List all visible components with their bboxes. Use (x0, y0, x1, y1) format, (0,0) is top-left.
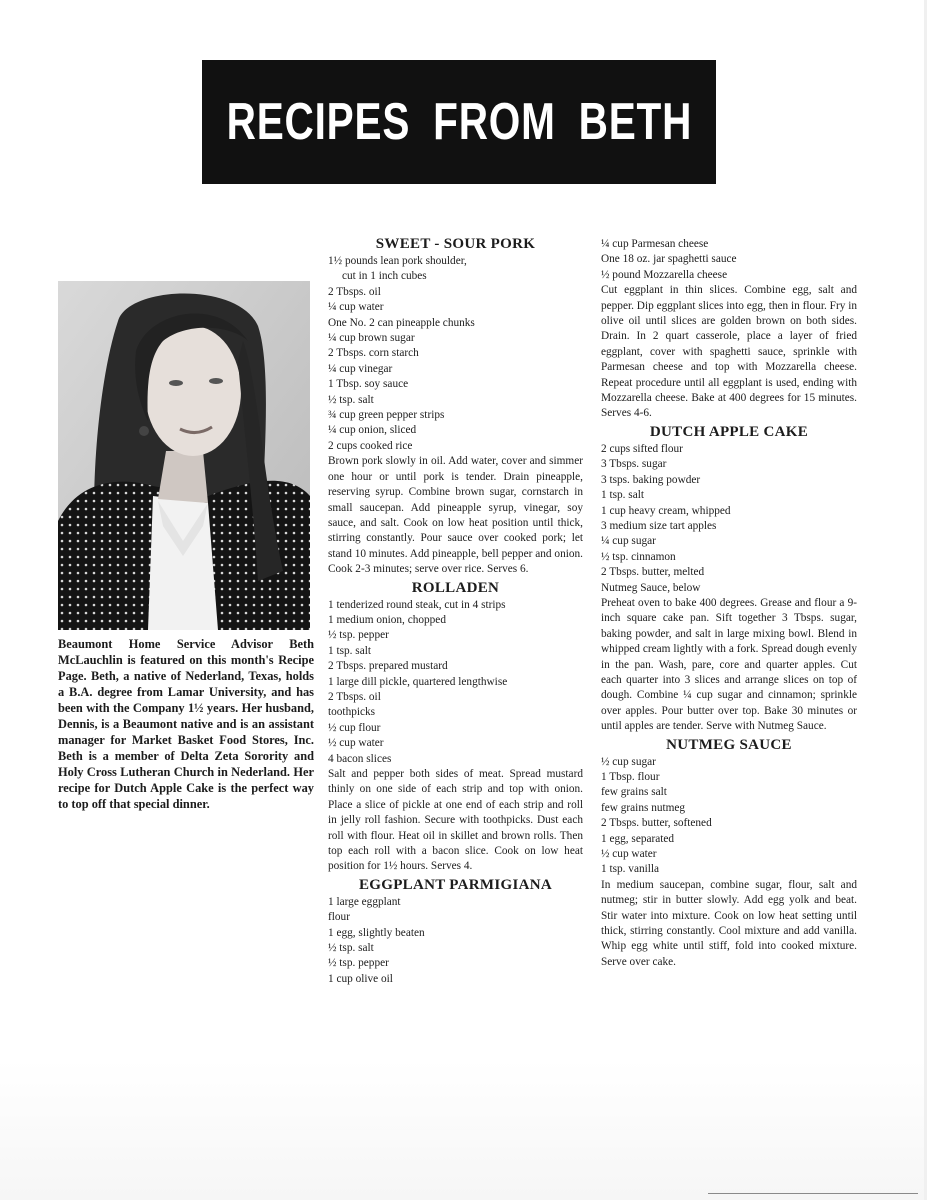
recipe-title-sweet-sour-pork: SWEET - SOUR PORK (375, 236, 536, 252)
ingredient: ½ cup water (601, 848, 657, 861)
ingredient-list-eggplant-part1 (328, 895, 583, 987)
ingredient: 1 tenderized round steak, cut in 4 strips (328, 598, 506, 611)
ingredient: 2 Tbsps. oil (328, 690, 381, 703)
ingredient: One No. 2 can pineapple chunks (328, 316, 475, 329)
directions-nutmeg-sauce: In medium saucepan, combine sugar, flour, salt and nutmeg; stir in butter slowly. Add egg yolk and beat. Stir water into mixture. Cook on low heat setting until thick, stirring constantly. Cool mixture and add vanilla. Whip egg white until stiff, fold into cooked mixture. Serve over cake. (601, 878, 857, 968)
ingredient: ½ tsp. pepper (328, 629, 389, 642)
ingredient: 1 cup olive oil (328, 972, 393, 985)
ingredient: 4 bacon slices (328, 752, 392, 765)
ingredient: 2 Tbsps. butter, softened (601, 817, 712, 830)
ingredient-list-rolladen (328, 598, 583, 767)
ingredient: 1 large eggplant (328, 895, 401, 908)
ingredient: 2 cups sifted flour (601, 442, 683, 455)
recipe-title-nutmeg-sauce: NUTMEG SAUCE (666, 736, 792, 753)
ingredient: 1 Tbsp. soy sauce (328, 378, 409, 391)
ingredient: ½ cup sugar (601, 755, 656, 768)
ingredient: 2 cups cooked rice (328, 439, 413, 452)
ingredient: few grains nutmeg (601, 801, 686, 814)
ingredient: 1 egg, separated (601, 832, 675, 845)
ingredient: 1 tsp. vanilla (601, 863, 660, 876)
ingredient: ½ tsp. cinnamon (601, 550, 676, 563)
ingredient: 1 cup heavy cream, whipped (601, 504, 731, 517)
ingredient: ¾ cup green pepper strips (328, 409, 445, 422)
ingredient: 2 Tbsps. butter, melted (601, 566, 705, 579)
page-title: RECIPES FROM BETH (226, 93, 692, 151)
ingredient: ¼ cup Parmesan cheese (601, 238, 709, 250)
page-bottom-shade (0, 1060, 927, 1200)
ingredient: 2 Tbsps. oil (328, 285, 381, 298)
directions-rolladen: Salt and pepper both sides of meat. Spread mustard thinly on one side of each strip and top with onion. Place a slice of pickle at one end of each strip and roll in jelly roll fashion. Secure with toothpicks. Dust each roll with flour. Heat oil in skillet and brown rolls. Then top each roll with a bacon slice. Cook on low heat position for 1½ hours. Serves 4. (328, 768, 583, 873)
ingredient: One 18 oz. jar spaghetti sauce (601, 253, 737, 266)
ingredient: ½ pound Mozzarella cheese (601, 268, 728, 281)
ingredient: 1 tsp. salt (601, 489, 644, 502)
recipe-column-middle (328, 234, 583, 987)
portrait-image (58, 281, 310, 630)
directions-eggplant-parmigiana: Cut eggplant in thin slices. Combine egg, salt and pepper. Dip eggplant slices into egg, then in flour. Fry in olive oil until slices are golden brown on both sides. Drain. In 2 quart casserole, place a layer of fried eggplant, cover with spaghetti sauce, sprinkle with Parmesan cheese and top with Mozzarella cheese. Repeat procedure until all eggplant is used, ending with Mozzarella cheese. Bake at 400 degrees for 15 minutes. Serves 4-6. (601, 284, 857, 420)
ingredient-list-sweet-sour-pork (328, 254, 583, 454)
bottom-rule (708, 1193, 918, 1194)
ingredient: ¼ cup vinegar (328, 362, 393, 375)
ingredient: 1½ pounds lean pork shoulder, (328, 255, 467, 267)
ingredient: ¼ cup water (328, 301, 384, 314)
ingredient: toothpicks (328, 706, 376, 719)
recipe-title-rolladen: ROLLADEN (411, 579, 500, 596)
ingredient-list-eggplant-part2 (601, 237, 857, 283)
directions-dutch-apple-cake: Preheat oven to bake 400 degrees. Grease and flour a 9-inch square cake pan. Sift together 3 Tbsps. sugar, baking powder, and salt in large mixing bowl. Blend in whipped cream lightly with a fork. Spread dough evenly in the pan. Wash, pare, core and quarter apples. Cut each quarter into 3 slices and arrange slices on top of dough. Combine ¼ cup sugar and cinnamon; sprinkle over apples. Pour butter over top. Bake 30 minutes or until apples are tender. Serve with Nutmeg Sauce. (601, 596, 857, 733)
ingredient: 2 Tbsps. corn starch (328, 347, 419, 360)
ingredient-list-nutmeg-sauce (601, 755, 857, 878)
ingredient: ¼ cup sugar (601, 535, 656, 548)
photo-caption: Beaumont Home Service Advisor Beth McLauchlin is featured on this month's Recipe Page. Beth, a native of Nederland, Texas, holds a B.A. degree from Lamar University, and has been with the Company 1½ years. Her husband, Dennis, is a Beaumont native and is an assistant manager for Market Basket Food Stores, Inc. Beth is a member of Delta Zeta Sorority and Holy Cross Lutheran Church in Nederland. Her recipe for Dutch Apple Cake is the perfect way to top off that special dinner. (58, 637, 314, 811)
ingredient: 1 egg, slightly beaten (328, 926, 425, 939)
ingredient: 1 medium onion, chopped (328, 613, 446, 626)
portrait-photo (58, 281, 310, 630)
directions-sweet-sour-pork: Brown pork slowly in oil. Add water, cover and simmer one hour or until pork is tender. Drain pineapple, reserving syrup. Combine brown sugar, cornstarch in small saucepan. Add pineapple syrup, vinegar, soy sauce, and salt. Cook on low heat position until thick, stirring constantly. Pour sauce over cooked pork; let stand 10 minutes. Add pineapple, bell pepper and onion. Cook 2-3 minutes; serve over rice. Serves 6. (328, 455, 583, 576)
ingredient: flour (328, 911, 350, 924)
ingredient: ½ cup flour (328, 721, 381, 734)
ingredient: ½ tsp. salt (328, 942, 374, 955)
ingredient: 3 medium size tart apples (601, 519, 717, 532)
ingredient: ½ tsp. salt (328, 393, 374, 406)
title-banner (202, 60, 716, 184)
ingredient: 3 tsps. baking powder (601, 473, 701, 486)
ingredient: 3 Tbsps. sugar (601, 458, 667, 471)
ingredient: ¼ cup onion, sliced (328, 424, 417, 437)
recipe-column-right (601, 237, 857, 970)
ingredient: ½ cup water (328, 737, 384, 750)
ingredient-list-dutch-apple-cake (601, 442, 857, 596)
recipe-title-dutch-apple-cake: DUTCH APPLE CAKE (649, 423, 809, 440)
ingredient: 1 Tbsp. flour (601, 771, 660, 783)
ingredient: 1 large dill pickle, quartered lengthwise (328, 675, 508, 688)
ingredient: ½ tsp. pepper (328, 957, 389, 970)
ingredient: cut in 1 inch cubes (342, 270, 427, 283)
ingredient: ¼ cup brown sugar (328, 332, 415, 345)
ingredient: few grains salt (601, 786, 667, 799)
ingredient: Nutmeg Sauce, below (601, 581, 701, 594)
recipe-title-eggplant-parmigiana: EGGPLANT PARMIGIANA (358, 876, 553, 893)
ingredient: 1 tsp. salt (328, 644, 371, 657)
ingredient: 2 Tbsps. prepared mustard (328, 660, 448, 673)
